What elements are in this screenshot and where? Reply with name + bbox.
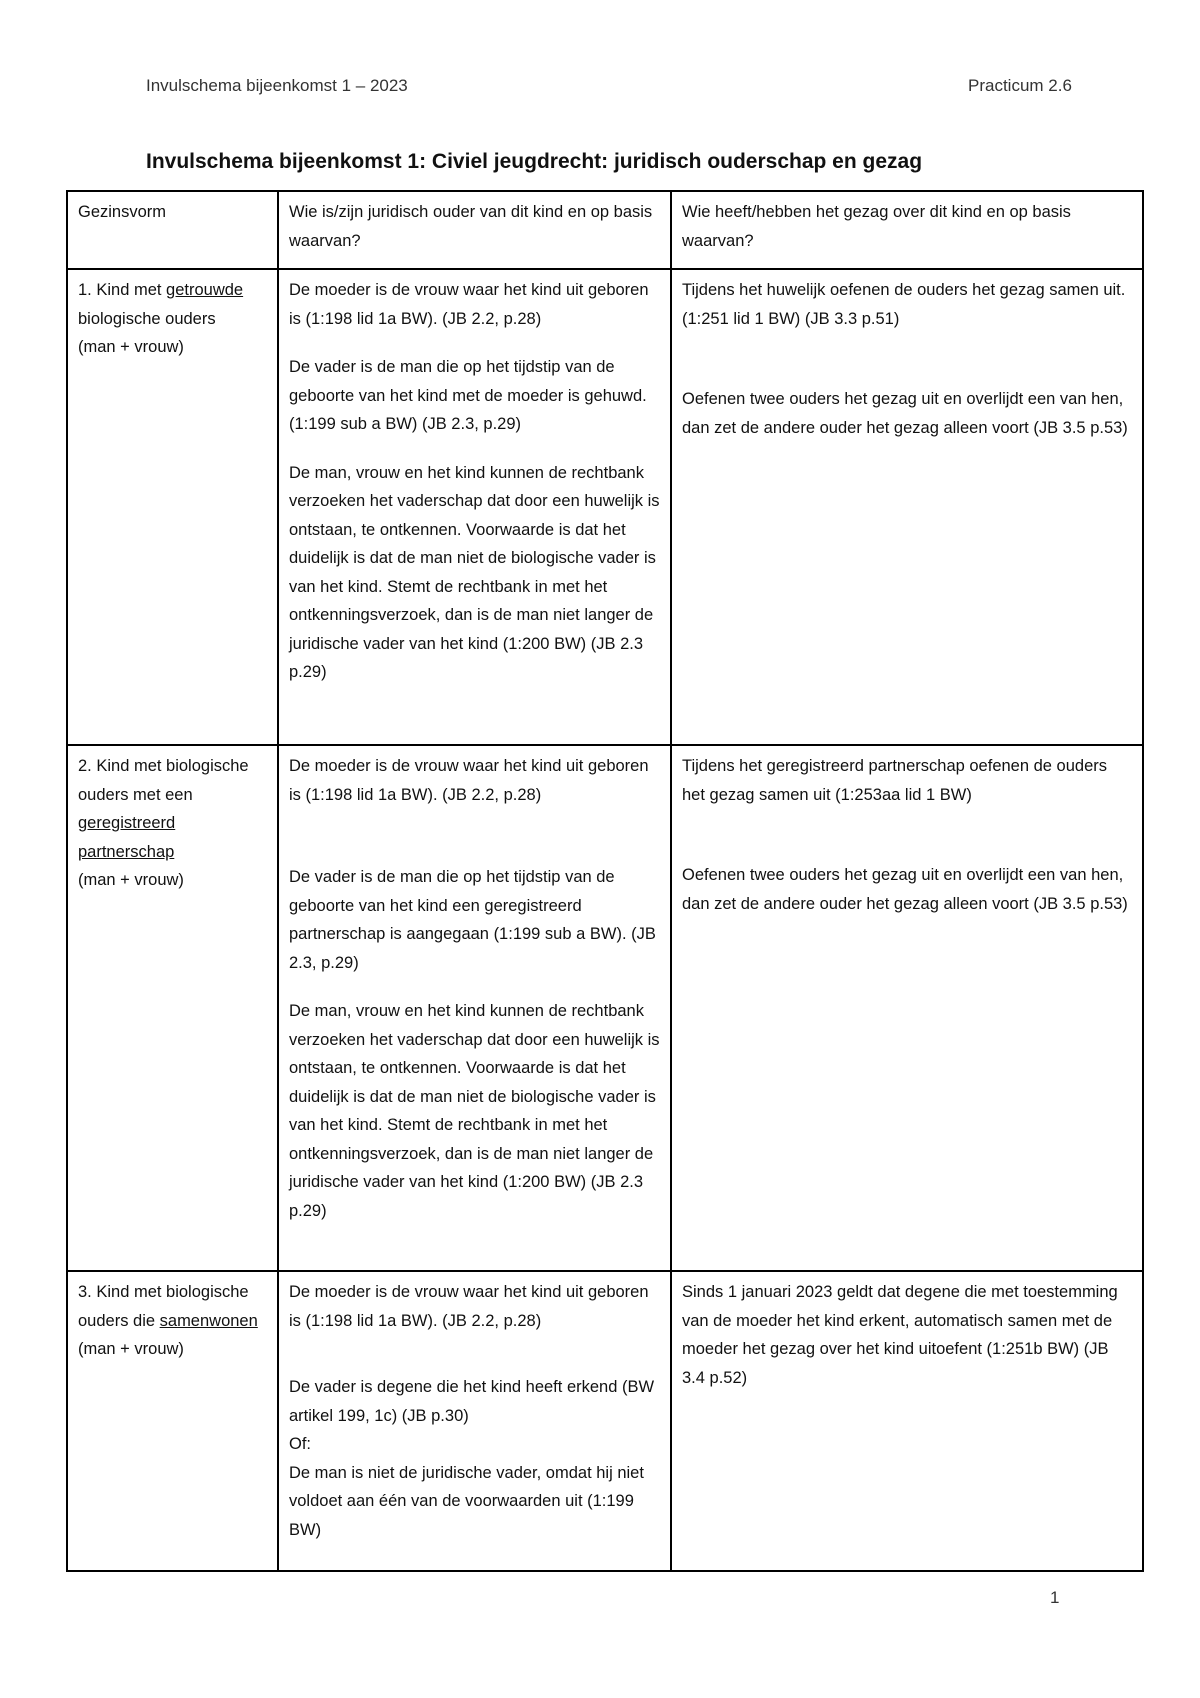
paragraph: De vader is degene die het kind heeft erkend (BW artikel 199, 1c) (JB p.30) bbox=[289, 1378, 655, 1425]
legal-parent-cell bbox=[278, 745, 671, 1271]
paragraph: De man is niet de juridische vader, omdat hij niet voldoet aan één van de voorwaarden uit (1:199 BW) bbox=[289, 1463, 644, 1539]
page-number: 1 bbox=[1050, 1588, 1060, 1607]
paragraph: Tijdens het huwelijk oefenen de ouders het gezag samen uit. (1:251 lid 1 BW) (JB 3.3 p.51) bbox=[682, 281, 1126, 328]
paragraph: Sinds 1 januari 2023 geldt dat degene die met toestemming van de moeder het kind erkent, automatisch samen met de moeder het gezag over het kind uitoefent (1:251b BW) (JB 3.4 p.52) bbox=[682, 1283, 1118, 1387]
paragraph: De vader is de man die op het tijdstip van de geboorte van het kind een geregistreerd partnerschap is aangegaan (1:199 sub a BW). (JB 2.3, p.29) bbox=[289, 868, 656, 972]
table-row bbox=[67, 269, 1143, 745]
table-row bbox=[67, 1271, 1143, 1571]
family-form-keyword: samenwonen bbox=[159, 1311, 258, 1330]
paragraph: De vader is de man die op het tijdstip van de geboorte van het kind met de moeder is gehuwd. (1:199 sub a BW) (JB 2.3, p.29) bbox=[289, 358, 647, 433]
paragraph: De man, vrouw en het kind kunnen de rechtbank verzoeken het vaderschap dat door een huwelijk is ontstaan, te ontkennen. Voorwaarde is dat het duidelijk is dat de man niet de biologische vader is van het kind. Stemt de rechtbank in met het ontkenningsverzoek, dan is de man niet langer de juridische vader van het kind (1:200 BW) (JB 2.3 p.29) bbox=[289, 463, 660, 681]
family-form-keyword: getrouwde bbox=[166, 281, 244, 299]
legal-parent-cell bbox=[278, 269, 671, 745]
paragraph: De moeder is de vrouw waar het kind uit geboren is (1:198 lid 1a BW). (JB 2.2, p.28) bbox=[289, 281, 649, 328]
paragraph: Oefenen twee ouders het gezag uit en overlijdt een van hen, dan zet de andere ouder het gezag alleen voort (JB 3.5 p.53) bbox=[682, 390, 1128, 437]
custody-cell bbox=[671, 745, 1143, 1271]
fill-in-table bbox=[66, 190, 1144, 1572]
custody-cell bbox=[671, 269, 1143, 745]
family-form-text: 1. Kind met bbox=[78, 281, 167, 299]
paragraph: De moeder is de vrouw waar het kind uit geboren is (1:198 lid 1a BW). (JB 2.2, p.28) bbox=[289, 757, 649, 804]
family-form-text: 3. Kind met biologische ouders die bbox=[78, 1283, 249, 1330]
family-form-cell bbox=[67, 269, 278, 745]
document-title: Invulschema bijeenkomst 1: Civiel jeugdrecht: juridisch ouderschap en gezag bbox=[146, 150, 923, 173]
family-form-note: (man + vrouw) bbox=[78, 1340, 184, 1358]
family-form-keyword: geregistreerd partnerschap bbox=[78, 814, 176, 861]
family-form-text: biologische ouders bbox=[78, 309, 216, 328]
table-header-row bbox=[67, 191, 1143, 269]
running-header-course: Practicum 2.6 bbox=[968, 76, 1072, 95]
family-form-cell bbox=[67, 1271, 278, 1571]
paragraph: Oefenen twee ouders het gezag uit en overlijdt een van hen, dan zet de andere ouder het gezag alleen voort (JB 3.5 p.53) bbox=[682, 866, 1128, 913]
paragraph: De man, vrouw en het kind kunnen de rechtbank verzoeken het vaderschap dat door een huwelijk is ontstaan, te ontkennen. Voorwaarde is dat het duidelijk is dat de man niet de biologische vader is van het kind. Stemt de rechtbank in met het ontkenningsverzoek, dan is de man niet langer de juridische vader van het kind (1:200 BW) (JB 2.3 p.29) bbox=[289, 1002, 660, 1220]
custody-cell bbox=[671, 1271, 1143, 1571]
header-family-form: Gezinsvorm bbox=[67, 191, 278, 269]
family-form-note: (man + vrouw) bbox=[78, 338, 184, 356]
family-form-text: 2. Kind met biologische ouders met een bbox=[78, 757, 249, 804]
family-form-note: (man + vrouw) bbox=[78, 871, 184, 889]
paragraph: De moeder is de vrouw waar het kind uit geboren is (1:198 lid 1a BW). (JB 2.2, p.28) bbox=[289, 1283, 649, 1330]
header-legal-parent: Wie is/zijn juridisch ouder van dit kind en op basis waarvan? bbox=[278, 191, 671, 269]
paragraph: Of: bbox=[289, 1435, 312, 1453]
running-header-title: Invulschema bijeenkomst 1 – 2023 bbox=[146, 76, 408, 95]
table-row bbox=[67, 745, 1143, 1271]
header-custody: Wie heeft/hebben het gezag over dit kind en op basis waarvan? bbox=[671, 191, 1143, 269]
legal-parent-cell bbox=[278, 1271, 671, 1571]
paragraph: Tijdens het geregistreerd partnerschap oefenen de ouders het gezag samen uit (1:253aa lid 1 BW) bbox=[682, 757, 1107, 804]
family-form-cell bbox=[67, 745, 278, 1271]
